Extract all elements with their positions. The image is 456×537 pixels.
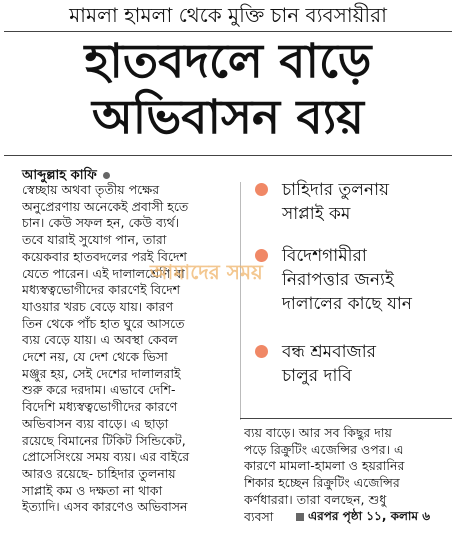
text-line: যাওয়ার খরচ বেড়ে যায়। কারণ xyxy=(22,298,174,314)
headline-line-1: হাতবদলে বাড়ে xyxy=(84,34,372,89)
text-line: বিদেশি মধ্যস্বত্বভোগীদের কারণে xyxy=(22,399,178,415)
column-divider xyxy=(240,182,241,420)
highlight-line: চালুর দাবি xyxy=(282,366,352,386)
text-line: ব্যবসা xyxy=(244,508,274,524)
text-line: যেতে পারেন। এই দালালশ্রেণি বা xyxy=(22,265,185,281)
headline xyxy=(0,34,456,146)
text-line: অভিবাসন ব্যয় বাড়ে। এ ছাড়া xyxy=(22,415,169,431)
rule-headline xyxy=(4,155,452,156)
highlight-line: দালালের কাছে যান xyxy=(282,294,412,314)
bullet-icon xyxy=(255,345,268,358)
text-line: পড়ে রিক্রুটিং এজেন্সির ওপর। এ xyxy=(244,441,404,457)
text-line: স্বেচ্ছায় অথবা তৃতীয় পক্ষের xyxy=(22,182,160,197)
text-line: মঞ্জুর হয়, সেই দেশের দালালরাই xyxy=(22,365,181,381)
column-2-rule xyxy=(240,418,452,419)
byline-name: আব্দুল্লাহ কাফি xyxy=(22,168,97,183)
text-line: তিন থেকে পাঁচ হাত ঘুরে আসতে xyxy=(22,315,185,331)
text-line: কর্ণধাররা। তারা বলছেন, শুধু xyxy=(244,491,387,507)
text-line: রয়েছে বিমানের টিকিট সিন্ডিকেট, xyxy=(22,432,186,448)
continuation[interactable] xyxy=(296,508,430,528)
text-line: শুরু করে দরদাম। এভাবে দেশি- xyxy=(22,382,176,398)
text-line: কয়েকবার হাতবদলের পরই বিদেশ xyxy=(22,248,187,264)
highlight-line: বন্ধ শ্রমবাজার xyxy=(282,342,377,362)
highlight-2-text xyxy=(282,244,412,316)
highlight-line: বিদেশগামীরা xyxy=(282,246,367,266)
bullet-icon xyxy=(255,183,268,196)
text-line: কারণে মামলা-হামলা ও হয়রানির xyxy=(244,458,405,474)
text-line: ব্যয় বাড়ে। আর সব কিছুর দায় xyxy=(244,425,392,440)
text-line: সাপ্লাই কম ও দক্ষতা না থাকা xyxy=(22,482,163,498)
watermark-logo: আমাদের সময় xyxy=(150,260,263,284)
text-line: চান। কেউ সফল হন, কেউ ব্যর্থ। xyxy=(22,215,180,231)
headline-line-2: অভিবাসন ব্যয় xyxy=(92,90,364,145)
highlight-line: চাহিদার তুলনায় xyxy=(282,180,390,200)
highlight-line: সাপ্লাই কম xyxy=(282,204,351,224)
text-line: দেশে নয়, যে দেশ থেকে ভিসা xyxy=(22,349,168,365)
text-line: ইত্যাদি। এসব কারণেও অভিবাসন xyxy=(22,499,188,515)
text-line: শিকার হচ্ছেন রিক্রুটিং এজেন্সির xyxy=(244,475,400,491)
continuation-text: এরপর পৃষ্ঠা ১১, কলাম ৬ xyxy=(308,509,431,523)
column-1 xyxy=(22,182,238,516)
highlight-3-text xyxy=(282,340,376,388)
text-line: প্রোসেসিংয়ে সময় ব্যয়। এর বাইরে xyxy=(22,449,190,465)
text-line: আরও রয়েছে- চাহিদার তুলনায় xyxy=(22,465,176,481)
text-line: মধ্যস্বত্বভোগীদের কারণেই বিদেশ xyxy=(22,282,181,298)
text-line: ব্যয় বেড়ে যায়। এ অবস্থা কেবল xyxy=(22,332,178,348)
highlight-line: নিরাপত্তার জন্যই xyxy=(282,270,394,290)
kicker: মামলা হামলা থেকে মুক্তি চান ব্যবসায়ীরা xyxy=(69,3,387,27)
square-icon xyxy=(296,513,304,521)
rule-top xyxy=(4,31,452,32)
highlight-1-text xyxy=(282,178,389,226)
byline-dot-icon xyxy=(103,172,110,179)
text-line: তবে যারাই সুযোগ পান, তারা xyxy=(22,232,167,248)
text-line: অনুপ্রেরণায় অনেকেই প্রবাসী হতে xyxy=(22,198,189,214)
